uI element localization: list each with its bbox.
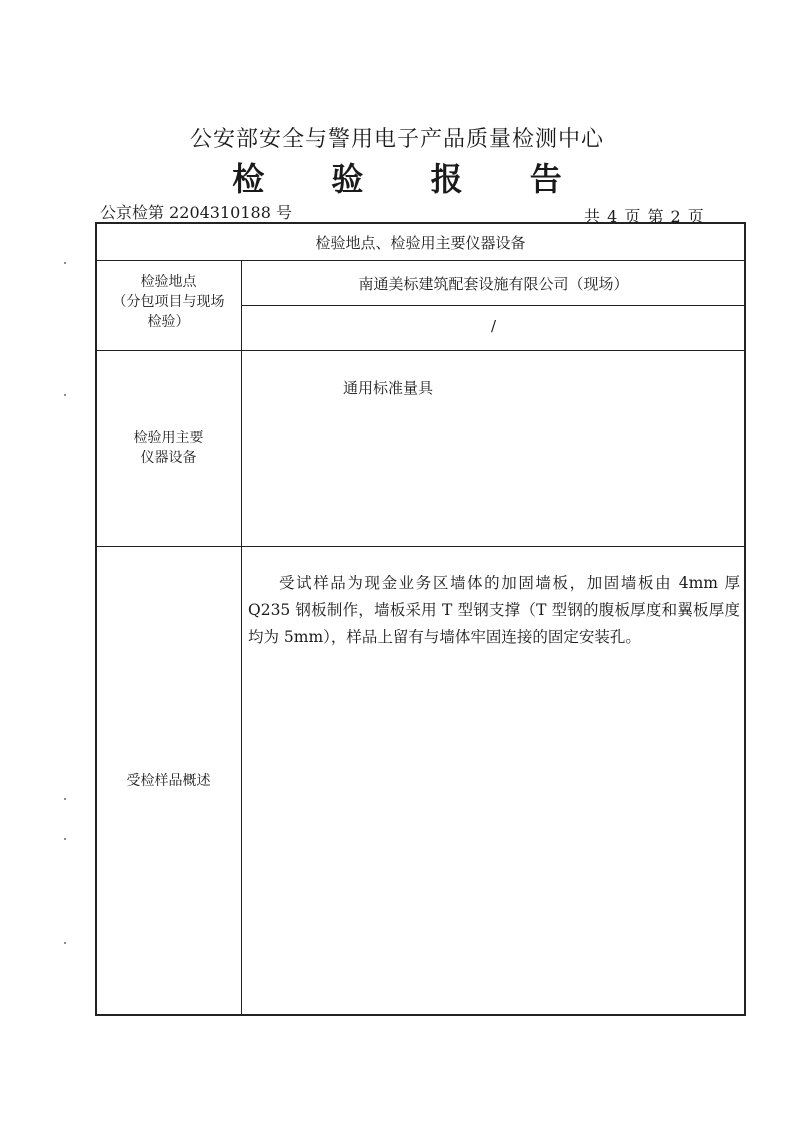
location-value-secondary: / [490, 317, 497, 335]
instruments-label-line-1: 检验用主要 [133, 430, 204, 446]
table-divider [96, 260, 745, 261]
scan-speck [64, 262, 66, 264]
scan-speck [64, 838, 66, 840]
instruments-value: 通用标准量具 [343, 379, 434, 397]
instruments-label-line-2: 仪器设备 [140, 450, 197, 466]
scan-speck [64, 942, 66, 944]
sample-label: 受检样品概述 [126, 773, 211, 789]
report-title: 检 验 报 告 [232, 160, 590, 198]
scan-speck [64, 798, 66, 800]
scan-speck [64, 394, 66, 396]
organization-title: 公安部安全与警用电子产品质量检测中心 [189, 127, 604, 152]
section-title: 检验地点、检验用主要仪器设备 [315, 234, 526, 252]
table-divider [96, 350, 745, 351]
page-info: 共 4 页 第 2 页 [584, 207, 705, 226]
location-value: 南通美标建筑配套设施有限公司（现场） [358, 275, 629, 293]
location-label [97, 272, 240, 332]
table-divider [241, 261, 242, 1015]
table-divider [242, 305, 745, 306]
location-label-line-1: 检验地点 [140, 274, 197, 290]
instruments-label [97, 428, 240, 468]
location-label-line-3: 检验） [147, 314, 190, 330]
location-label-line-2: （分包项目与现场 [112, 294, 225, 310]
report-number: 公京检第 2204310188 号 [100, 203, 292, 222]
table-divider [96, 546, 745, 547]
sample-description: 受试样品为现金业务区墙体的加固墙板，加固墙板由 4mm 厚 Q235 钢板制作，墙板采用 T 型钢支撑（T 型钢的腹板厚度和翼板厚度均为 5mm），样品上留有与墙体牢固连接的固定安装孔。 [248, 574, 740, 646]
